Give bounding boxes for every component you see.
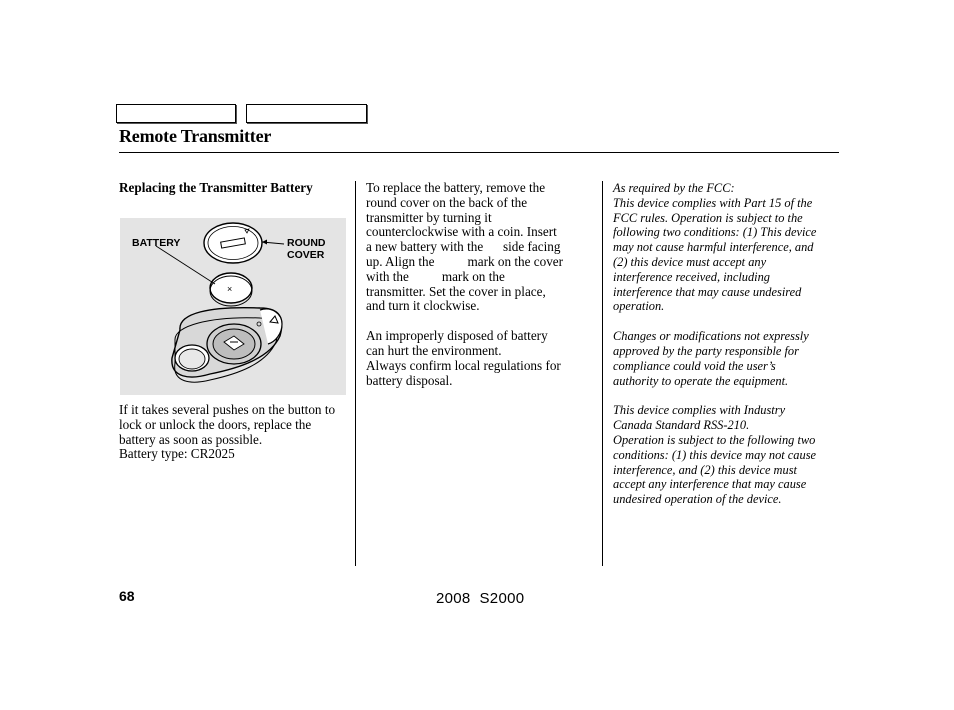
fcc-notice [613,181,843,314]
text-line: may not cause harmful interference, and [613,240,814,255]
text-line: Canada Standard RSS-210. [613,418,750,433]
text-line: Changes or modifications not expressly [613,329,809,344]
text-line: conditions: (1) this device may not cause [613,447,817,462]
text-line: undesired operation of the device. [613,492,782,507]
text-line: interference received, including [613,269,770,284]
text-line: up. Align the mark on the cover [366,253,564,269]
text-line: An improperly disposed of battery [366,328,548,344]
text-line: Always confirm local regulations for [366,357,561,373]
text-line: As required by the FCC: [613,181,735,195]
text-line: To replace the battery, remove the [366,180,546,195]
column-divider-1 [355,181,356,566]
text-line: and turn it clockwise. [366,298,480,314]
modification-notice [613,329,843,388]
replacement-instructions [366,181,596,314]
text-line: FCC rules. Operation is subject to the [613,210,803,225]
title-divider [119,152,839,153]
svg-text:×: × [227,284,233,294]
footer-model: 2008 S2000 [436,590,525,607]
text-line: transmitter by turning it [366,209,492,225]
page-title: Remote Transmitter [119,126,272,146]
column-3 [613,181,843,507]
text-line: can hurt the environment. [366,342,502,358]
text-line: following two conditions: (1) This device [613,225,817,240]
page-number: 68 [119,588,135,604]
disposal-warning [366,329,596,388]
text-line: This device complies with Industry [613,403,786,418]
text-line: compliance could void the user’s [613,358,776,373]
text-line: battery disposal. [366,372,453,388]
battery-replace-paragraph: If it takes several pushes on the button to lock or unlock the doors, replace the battery as soon as possible. [119,402,336,447]
text-line: operation. [613,299,665,314]
column-divider-2 [602,181,603,566]
text-line: (2) this device must accept any [613,254,767,269]
nav-button-previous[interactable] [116,104,236,123]
battery-label: BATTERY [132,237,181,249]
text-line: approved by the party responsible for [613,343,799,358]
battery-replacement-figure [120,218,346,395]
text-line: authority to operate the equipment. [613,373,789,388]
text-line: accept any interference that may cause [613,477,807,492]
text-line: interference, and (2) this device must [613,462,797,477]
round-cover-label: ROUND COVER [287,237,326,261]
column-1-text [119,403,344,462]
text-line: with the mark on the [366,268,505,284]
text-line: interference that may cause undesired [613,284,802,299]
section-heading: Replacing the Transmitter Battery [119,180,313,195]
text-line: This device complies with Part 15 of the [613,195,813,210]
text-line: round cover on the back of the [366,194,528,210]
text-line: a new battery with the side facing [366,239,561,255]
column-2 [366,181,596,388]
text-line: counterclockwise with a coin. Insert [366,224,557,240]
text-line: Operation is subject to the following two [613,432,816,447]
text-line: transmitter. Set the cover in place, [366,283,546,299]
column-1 [119,181,344,196]
industry-canada-notice [613,403,843,507]
nav-button-next[interactable] [246,104,367,123]
battery-type-text: Battery type: CR2025 [119,446,235,462]
